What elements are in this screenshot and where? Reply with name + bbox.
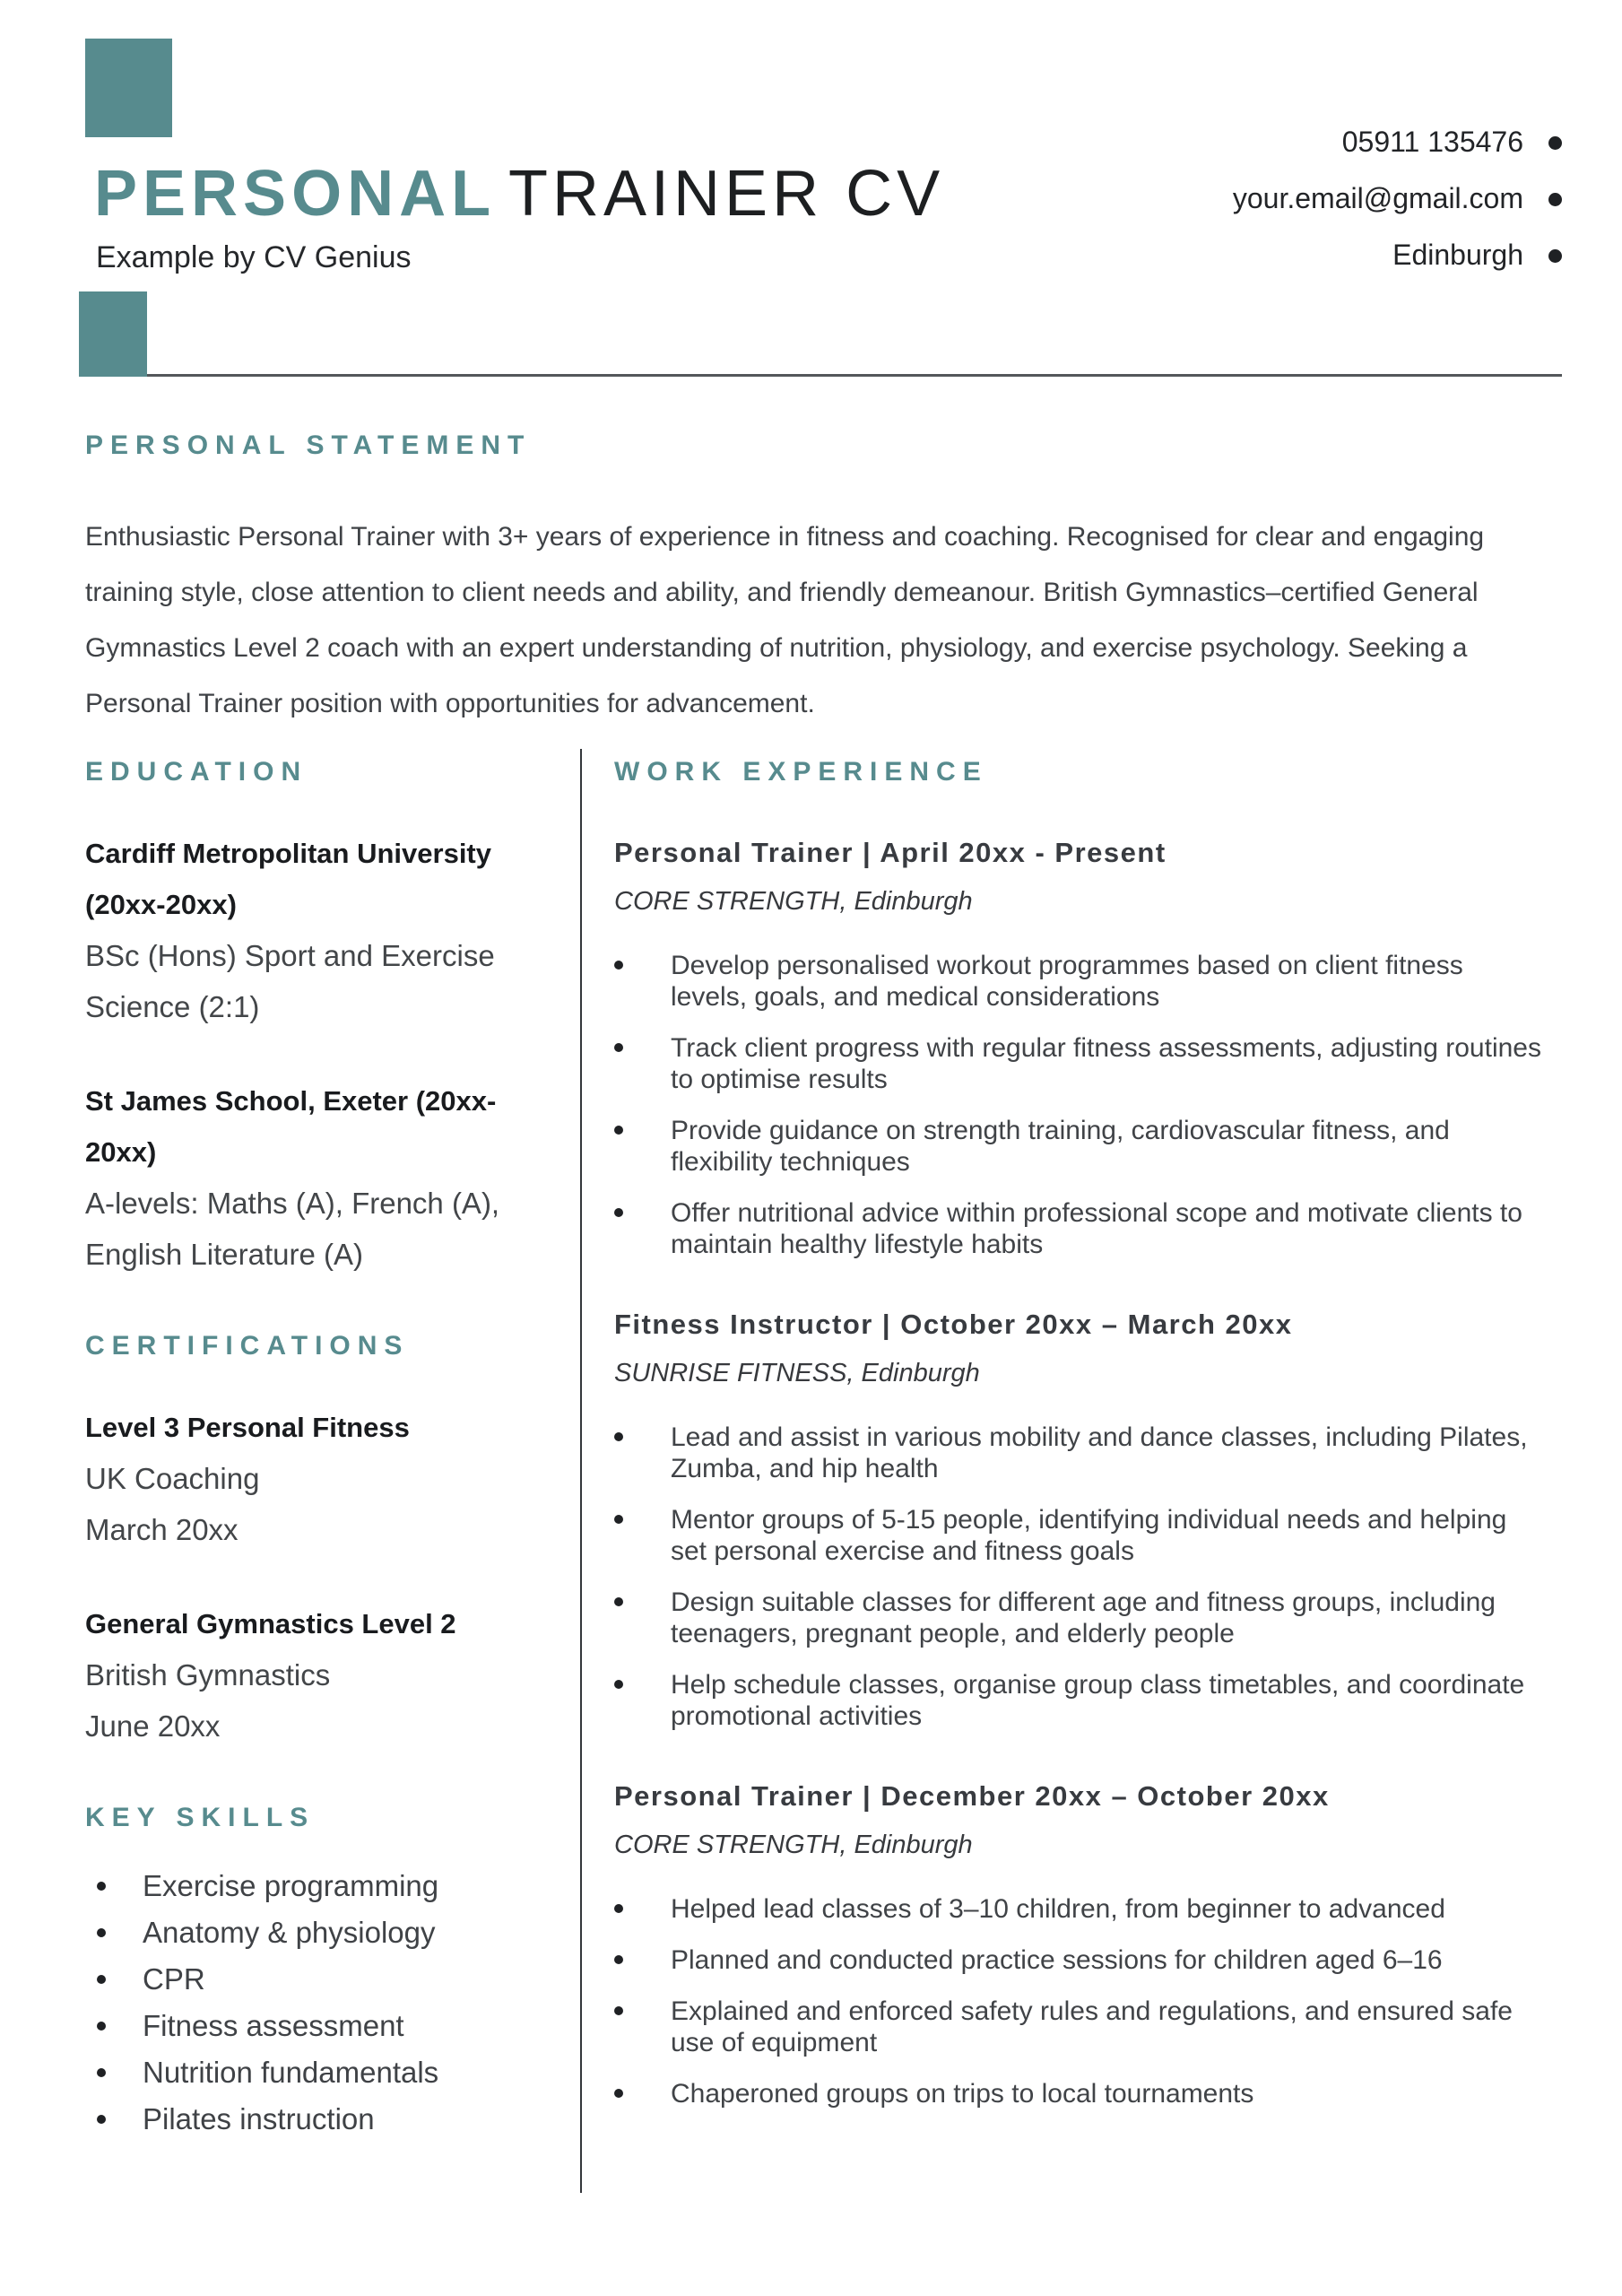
job-bullet-text: Planned and conducted practice sessions for children aged 6–16 (671, 1945, 1443, 1975)
bullet-dot (614, 1515, 623, 1524)
job-bullets (614, 950, 1562, 1260)
entry-line: British Gymnastics (85, 1658, 331, 1692)
entry-line: A-levels: Maths (A), French (A), English Literature (A) (85, 1187, 500, 1271)
job-bullet-text: Helped lead classes of 3–10 children, from beginner to advanced (671, 1894, 1445, 1924)
header-accent-square-top (85, 39, 172, 137)
left-column (85, 749, 538, 2150)
resume-entry (85, 828, 538, 1032)
entry-line: UK Coaching (85, 1462, 260, 1495)
skill-item (97, 2010, 538, 2042)
column-divider (580, 749, 582, 2193)
bullet-dot (614, 1904, 623, 1913)
bullet-dot (614, 961, 623, 970)
page-subtitle: Example by CV Genius (96, 240, 412, 274)
job-title: Fitness Instructor | October 20xx – March 20xx (614, 1309, 1293, 1340)
job-company: CORE STRENGTH, Edinburgh (614, 1831, 973, 1859)
skill-label: Exercise programming (143, 1869, 439, 1902)
resume-entry (85, 1402, 538, 1555)
job-bullet-text: Offer nutritional advice within professional scope and motivate clients to maintain healthy lifestyle habits (671, 1198, 1522, 1259)
contact-bullet-dot (1548, 249, 1562, 263)
job-bullet-text: Help schedule classes, organise group class timetables, and coordinate promotional activities (671, 1670, 1525, 1731)
skill-item (97, 1917, 538, 1949)
contact-row (1233, 182, 1562, 239)
job-bullets (614, 1893, 1562, 2109)
job-bullet-text: Explained and enforced safety rules and regulations, and ensured safe use of equipment (671, 1996, 1513, 2057)
skill-item (97, 1870, 538, 1902)
bullet-dot (97, 2068, 106, 2077)
job-bullet (614, 1197, 1562, 1260)
entry-title: St James School, Exeter (20xx-20xx) (85, 1085, 497, 1168)
bullet-dot (97, 1975, 106, 1984)
job-bullet (614, 1996, 1562, 2058)
job-bullet (614, 1504, 1562, 1567)
job-company: CORE STRENGTH, Edinburgh (614, 887, 973, 916)
job-title: Personal Trainer | April 20xx - Present (614, 837, 1167, 868)
contact-bullet-dot (1548, 136, 1562, 150)
bullet-dot (614, 1126, 623, 1135)
job-entry (614, 1307, 1562, 1732)
job-bullet-text: Chaperoned groups on trips to local tournaments (671, 2079, 1254, 2109)
bullet-dot (97, 1882, 106, 1891)
skill-label: Nutrition fundamentals (143, 2056, 439, 2089)
job-bullet (614, 1032, 1562, 1095)
bullet-dot (97, 1928, 106, 1937)
personal-statement-heading: PERSONAL STATEMENT (85, 430, 532, 460)
key-skills-list (85, 1870, 538, 2135)
contact-text: your.email@gmail.com (1232, 182, 1523, 214)
page-title (94, 158, 945, 230)
contact-text: 05911 135476 (1341, 126, 1523, 158)
job-bullet (614, 1893, 1562, 1925)
job-bullet (614, 1669, 1562, 1732)
certifications-heading: CERTIFICATIONS (85, 1331, 410, 1361)
job-bullet-text: Mentor groups of 5-15 people, identifying individual needs and helping set personal exercise and fitness goals (671, 1505, 1507, 1566)
job-list (614, 835, 1562, 2109)
skill-item (97, 2057, 538, 2089)
job-bullet (614, 950, 1562, 1013)
certification-entries (85, 1402, 538, 1752)
job-bullet-text: Provide guidance on strength training, cardiovascular fitness, and flexibility techniques (671, 1116, 1450, 1177)
contact-block (1233, 126, 1562, 295)
bullet-dot (614, 2006, 623, 2015)
bullet-dot (97, 2115, 106, 2124)
right-column (614, 749, 1562, 2156)
page-title-rest: TRAINER CV (508, 158, 945, 230)
contact-bullet-dot (1548, 193, 1562, 206)
skill-label: CPR (143, 1962, 205, 1996)
job-title: Personal Trainer | December 20xx – October 20xx (614, 1780, 1330, 1812)
bullet-dot (614, 1043, 623, 1052)
job-bullet (614, 1422, 1562, 1484)
entry-title: Cardiff Metropolitan University (20xx-20xx) (85, 838, 491, 920)
key-skills-heading: KEY SKILLS (85, 1803, 316, 1832)
job-bullet (614, 1115, 1562, 1178)
entry-line: June 20xx (85, 1709, 221, 1743)
skill-label: Pilates instruction (143, 2102, 375, 2135)
job-entry (614, 835, 1562, 1260)
resume-entry (85, 1075, 538, 1280)
contact-row (1233, 239, 1562, 295)
work-experience-heading: WORK EXPERIENCE (614, 757, 988, 787)
education-heading: EDUCATION (85, 757, 308, 787)
header-rule (147, 374, 1562, 377)
skill-label: Fitness assessment (143, 2009, 404, 2042)
page-title-accent: PERSONAL (94, 158, 497, 230)
education-entries (85, 828, 538, 1280)
resume-entry (85, 1598, 538, 1752)
skill-item (97, 2103, 538, 2135)
contact-row (1233, 126, 1562, 182)
bullet-dot (614, 1597, 623, 1606)
bullet-dot (614, 1208, 623, 1217)
entry-title: General Gymnastics Level 2 (85, 1608, 456, 1639)
job-bullet-text: Design suitable classes for different age and fitness groups, including teenagers, pregnant people, and elderly people (671, 1587, 1496, 1648)
entry-line: March 20xx (85, 1513, 239, 1546)
skill-item (97, 1963, 538, 1996)
bullet-dot (614, 1432, 623, 1441)
bullet-dot (97, 2022, 106, 2031)
job-bullet-text: Track client progress with regular fitness assessments, adjusting routines to optimise results (671, 1033, 1541, 1094)
job-bullets (614, 1422, 1562, 1732)
job-company: SUNRISE FITNESS, Edinburgh (614, 1359, 980, 1387)
bullet-dot (614, 1680, 623, 1689)
header-accent-square-bottom (79, 291, 147, 377)
job-bullet (614, 2078, 1562, 2109)
personal-statement-body: Enthusiastic Personal Trainer with 3+ years of experience in fitness and coaching. Recognised for clear and engaging training style, close attention to client needs and ability, and friendly demeanour. British Gymnastics–certified General Gymnastics Level 2 coach with an expert understanding of nutrition, physiology, and exercise psychology. Seeking a Personal Trainer position with opportunities for advancement. (85, 522, 1485, 718)
entry-line: BSc (Hons) Sport and Exercise Science (2:1) (85, 939, 495, 1023)
bullet-dot (614, 1955, 623, 1964)
skill-label: Anatomy & physiology (143, 1916, 436, 1949)
job-bullet-text: Lead and assist in various mobility and dance classes, including Pilates, Zumba, and hip health (671, 1422, 1528, 1483)
job-entry (614, 1779, 1562, 2109)
job-bullet-text: Develop personalised workout programmes based on client fitness levels, goals, and medical considerations (671, 951, 1463, 1012)
bullet-dot (614, 2089, 623, 2098)
two-column-area (85, 749, 1562, 2296)
job-bullet (614, 1944, 1562, 1976)
contact-text: Edinburgh (1392, 239, 1523, 271)
entry-title: Level 3 Personal Fitness (85, 1412, 410, 1443)
job-bullet (614, 1587, 1562, 1649)
